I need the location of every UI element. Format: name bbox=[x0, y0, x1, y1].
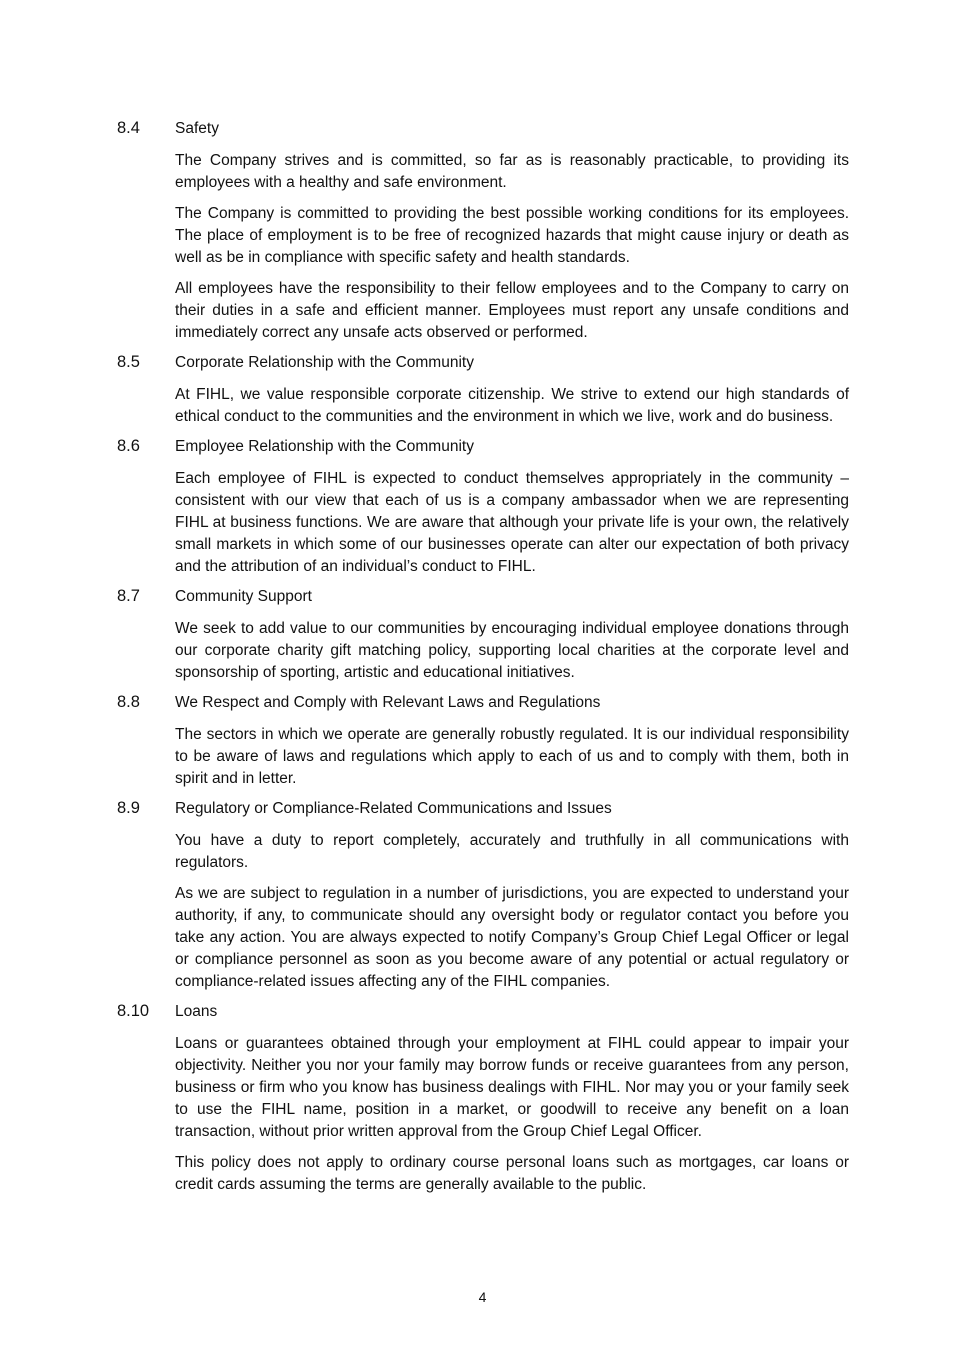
section-heading bbox=[117, 1002, 849, 1024]
section-heading bbox=[117, 799, 849, 821]
section-title: Safety bbox=[175, 120, 219, 137]
paragraph: Loans or guarantees obtained through your employment at FIHL could appear to impair your objectivity. Neither you nor your family may borrow funds or receive guarantees from any person, business or firm who you know has business dealings with FIHL. Nor may you or your family seek to use the FIHL name, position in a market, or goodwill to receive any benefit on a loan transaction, without prior written approval from the Group Chief Legal Officer. bbox=[175, 1035, 849, 1140]
section-8-6 bbox=[117, 437, 849, 578]
section-heading bbox=[117, 119, 849, 141]
section-number: 8.6 bbox=[117, 437, 140, 455]
paragraph: You have a duty to report completely, accurately and truthfully in all communications with regulators. bbox=[175, 832, 849, 871]
section-heading bbox=[117, 587, 849, 609]
paragraph: Each employee of FIHL is expected to conduct themselves appropriately in the community – consistent with our view that each of us is a company ambassador when we are representing FIHL at business functions. We are aware that although your private life is your own, the relatively small markets in which some of our businesses operate can alter our expectation of both privacy and the attribution of an individual’s conduct to FIHL. bbox=[175, 470, 849, 575]
paragraph: We seek to add value to our communities by encouraging individual employee donations through our corporate charity gift matching policy, supporting local charities at the corporate level and sponsorship of sporting, artistic and educational initiatives. bbox=[175, 620, 849, 681]
page-number: 4 bbox=[478, 1289, 487, 1305]
section-heading bbox=[117, 693, 849, 715]
document-body bbox=[117, 119, 849, 1205]
paragraph: All employees have the responsibility to their fellow employees and to the Company to carry on their duties in a safe and efficient manner. Employees must report any unsafe conditions and immediately correct any unsafe acts observed or performed. bbox=[175, 280, 849, 341]
section-title: Regulatory or Compliance-Related Communications and Issues bbox=[175, 800, 612, 817]
paragraph: The sectors in which we operate are generally robustly regulated. It is our individual responsibility to be aware of laws and regulations which apply to each of us and to comply with them, both in spirit and in letter. bbox=[175, 726, 849, 787]
section-number: 8.10 bbox=[117, 1002, 150, 1020]
section-number: 8.5 bbox=[117, 353, 140, 371]
section-title: Community Support bbox=[175, 588, 312, 605]
paragraph: This policy does not apply to ordinary course personal loans such as mortgages, car loans or credit cards assuming the terms are generally available to the public. bbox=[175, 1154, 849, 1193]
section-8-7 bbox=[117, 587, 849, 684]
section-8-9 bbox=[117, 799, 849, 993]
section-number: 8.4 bbox=[117, 119, 140, 137]
section-heading bbox=[117, 437, 849, 459]
section-title: Employee Relationship with the Community bbox=[175, 438, 474, 455]
section-number: 8.7 bbox=[117, 587, 140, 605]
paragraph: The Company is committed to providing the best possible working conditions for its employees. The place of employment is to be free of recognized hazards that might cause injury or death as well as be in compliance with specific safety and health standards. bbox=[175, 205, 849, 266]
section-8-4 bbox=[117, 119, 849, 344]
section-title: We Respect and Comply with Relevant Laws and Regulations bbox=[175, 694, 601, 711]
section-title: Corporate Relationship with the Community bbox=[175, 354, 474, 371]
paragraph: At FIHL, we value responsible corporate citizenship. We strive to extend our high standards of ethical conduct to the communities and the environment in which we live, work and do business. bbox=[175, 386, 849, 425]
section-8-10 bbox=[117, 1002, 849, 1196]
section-number: 8.9 bbox=[117, 799, 140, 817]
section-8-8 bbox=[117, 693, 849, 790]
paragraph: The Company strives and is committed, so far as is reasonably practicable, to providing its employees with a healthy and safe environment. bbox=[175, 152, 849, 191]
section-title: Loans bbox=[175, 1003, 218, 1020]
section-heading bbox=[117, 353, 849, 375]
section-number: 8.8 bbox=[117, 693, 140, 711]
section-8-5 bbox=[117, 353, 849, 428]
paragraph: As we are subject to regulation in a number of jurisdictions, you are expected to understand your authority, if any, to communicate should any oversight body or regulator contact you before you take any action. You are always expected to notify Company’s Group Chief Legal Officer or legal or compliance personnel as soon as you become aware of any potential or actual regulatory or compliance-related issues affecting any of the FIHL companies. bbox=[175, 885, 849, 990]
